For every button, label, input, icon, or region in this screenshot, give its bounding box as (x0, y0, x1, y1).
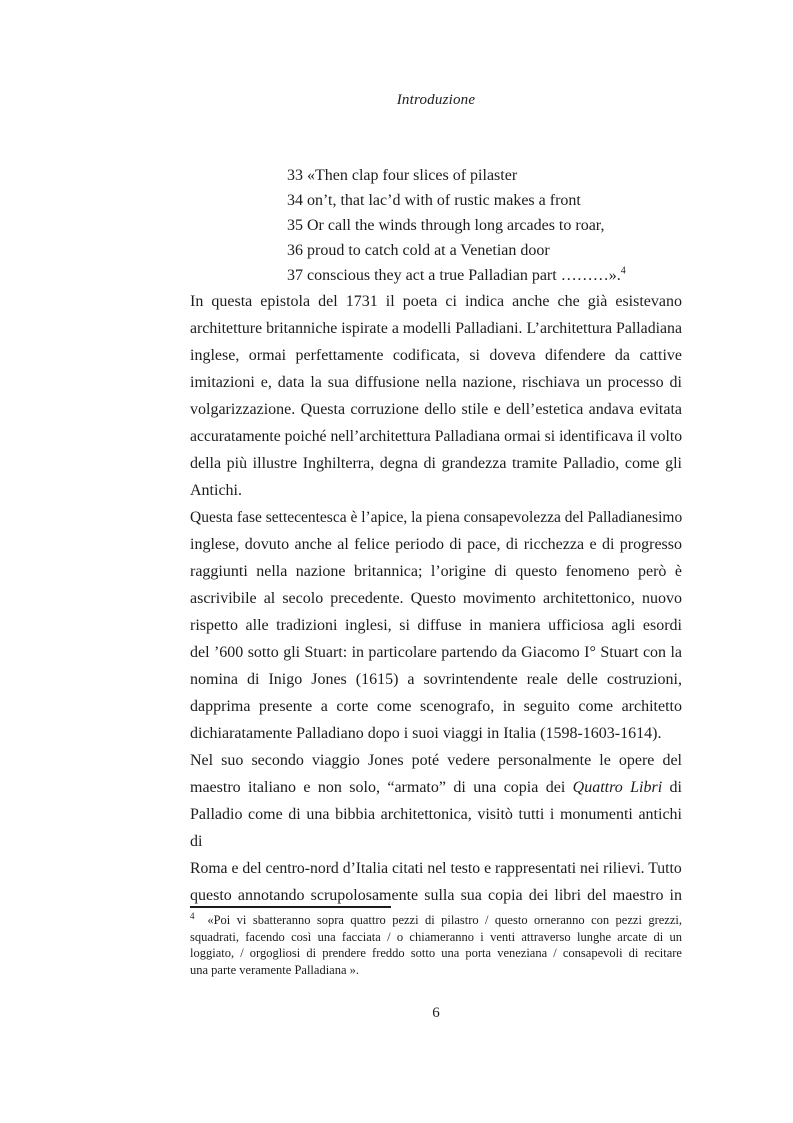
text-line: Questa fase settecentesca è l’apice, la piena consapevolezza del Palladianesimo (190, 509, 683, 526)
footnote-separator (190, 906, 391, 908)
text-line: questo annotando scrupolosamente sulla sua copia dei libri del maestro in (190, 887, 682, 904)
text-line: inglese, dovuto anche al felice periodo di pace, di ricchezza e di progresso (190, 536, 682, 553)
footnote-marker: 4 (190, 910, 195, 921)
footnote-line: una parte veramente Palladiana ». (190, 962, 360, 977)
footnote-block (190, 912, 682, 978)
footnote-line: squadrati, facendo così una facciata / o chiameranno i venti attraverso lunghe arcate di un (190, 929, 682, 944)
poem-quote (287, 163, 687, 288)
body-text (190, 288, 682, 909)
text-line: Palladio come di una bibbia architettonica, visitò tutti i monumenti antichi di (190, 806, 682, 850)
text-line: dichiaratamente Palladiano dopo i suoi viaggi in Italia (1598-1603-1614). (190, 725, 662, 742)
poem-line: 36 proud to catch cold at a Venetian door (287, 242, 550, 259)
paragraph (190, 504, 682, 747)
text-line: della più illustre Inghilterra, degna di grandezza tramite Palladio, come gli (190, 455, 682, 472)
poem-line: 37 conscious they act a true Palladian part ………».$^4$ (287, 265, 626, 284)
footnote-line: $^4$ «Poi vi sbatteranno sopra quattro pezzi di pilastro / questo orneranno con pezzi grezzi, (190, 910, 682, 927)
text-line: dapprima presente a corte come scenografo, in seguito come architetto (190, 698, 682, 715)
text-line: ascrivibile al secolo precedente. Questo movimento architettonico, nuovo (190, 590, 682, 607)
poem-line: 33 «Then clap four slices of pilaster (287, 167, 518, 184)
text-line: imitazioni e, data la sua diffusione nella nazione, rischiava un processo di (190, 374, 682, 391)
paragraph (190, 747, 682, 909)
running-header: Introduzione (396, 92, 476, 108)
text-line: maestro italiano e non solo, “armato” di una copia dei Quattro Libri di (190, 779, 682, 796)
paragraph (190, 288, 682, 504)
text-line: Nel suo secondo viaggio Jones poté vedere personalmente le opere del (190, 752, 682, 769)
footnote-reference: 4 (620, 265, 626, 277)
text-line: inglese, ormai perfettamente codificata, si doveva difendere da cattive (190, 347, 682, 364)
text-line: raggiunti nella nazione britannica; l’origine di questo fenomeno però è (190, 563, 682, 580)
text-line: Roma e del centro-nord d’Italia citati nel testo e rappresentati nei rilievi. Tutto (190, 860, 682, 877)
text-line: volgarizzazione. Questa corruzione dello stile e dell’estetica andava evitata (190, 401, 682, 418)
text-line: rispetto alle tradizioni inglesi, si diffuse in maniera ufficiosa agli esordi (190, 617, 682, 634)
text-line: Antichi. (190, 482, 242, 499)
text-line: nomina di Inigo Jones (1615) a sovrintendente reale delle costruzioni, (190, 671, 682, 688)
text-line: accuratamente poiché nell’architettura Palladiana ormai si identificava il volto (190, 428, 683, 445)
poem-line: 34 on’t, that lac’d with of rustic makes a front (287, 192, 581, 209)
text-line: del ’600 sotto gli Stuart: in particolare partendo da Giacomo I° Stuart con la (190, 644, 682, 661)
poem-line: 35 Or call the winds through long arcades to roar, (287, 217, 605, 234)
footnote-line: loggiato, / orgogliosi di prendere freddo sotto una porta veneziana / consapevoli di recitare (190, 946, 682, 960)
text-line: In questa epistola del 1731 il poeta ci indica anche che già esistevano (190, 293, 682, 310)
text-line: architetture britanniche ispirate a modelli Palladiani. L’architettura Palladiana (190, 320, 682, 337)
page-number: 6 (432, 1005, 440, 1021)
